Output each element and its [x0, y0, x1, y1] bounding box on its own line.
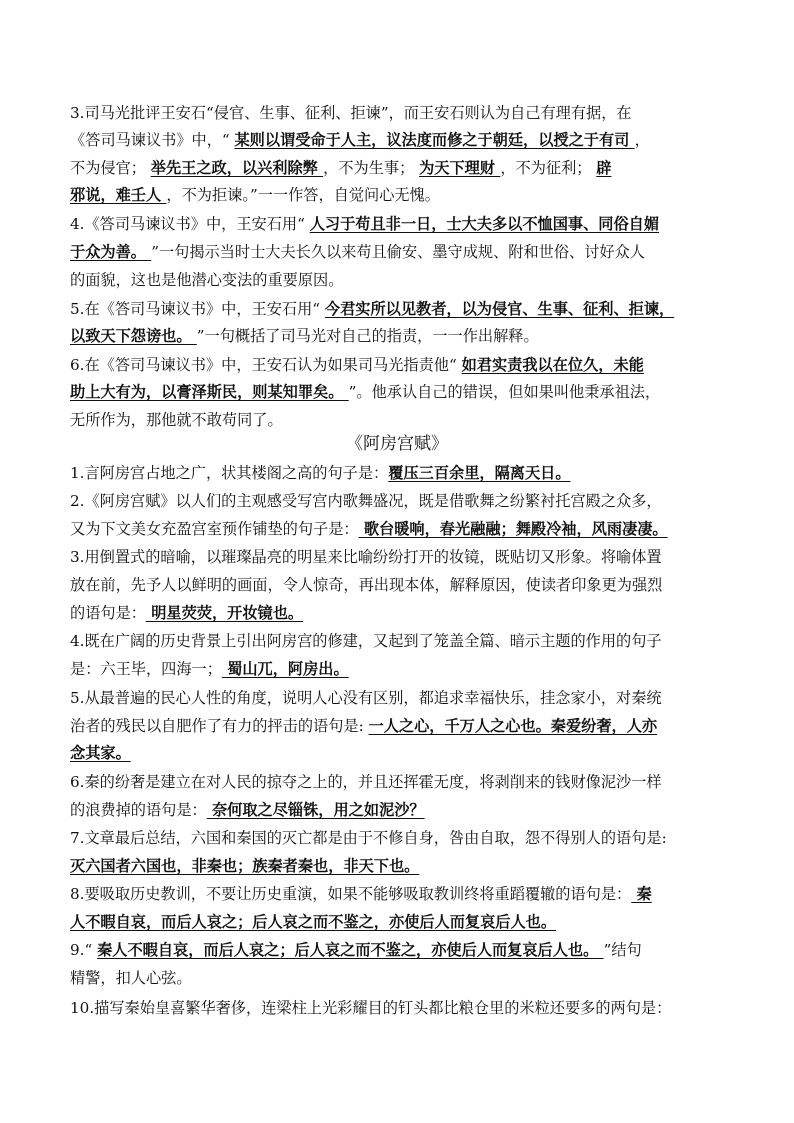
question-text: 的浪费掉的语句是： [70, 801, 207, 819]
text-line [70, 800, 760, 820]
text-line [70, 382, 760, 402]
text-line [70, 659, 760, 679]
answer-text: 辟 [596, 159, 612, 177]
text-line [70, 299, 760, 319]
question-text: 8.要吸取历史教训，不要让历史重演，如果不能够吸取教训终将重蹈覆辙的语句是： [70, 885, 632, 903]
question-text: ，不为生事； [323, 159, 420, 177]
question-text: 治者的残民以自肥作了有力的抨击的语句是: [70, 717, 369, 735]
question-text: 放在前，先予人以鲜明的画面，令人惊奇，再出现本体，解释原因，使读者印象更为强烈 [70, 576, 663, 594]
text-line [70, 772, 760, 792]
question-text: ，不为拒谏。”一一作答，自觉问心无愧。 [166, 186, 440, 204]
text-line [70, 968, 760, 988]
text-line [70, 214, 760, 234]
answer-text: 人不暇自哀，而后人哀之；后人哀之而不鉴之，亦使后人而复哀后人也。 [70, 913, 556, 931]
text-line [70, 355, 760, 375]
answer-text: 灭六国者六国也，非秦也；族秦者秦也，非天下也。 [70, 857, 420, 875]
answer-text: 蜀山兀，阿房出。 [221, 660, 349, 678]
question-text: ”。他承认自己的错误，但如果叫他秉承祖法， [348, 383, 661, 401]
answer-text: 明星荧荧，开妆镜也。 [145, 604, 304, 622]
question-text: ， [634, 131, 650, 149]
text-line [70, 575, 760, 595]
question-text: 7.文章最后总结，六国和秦国的灭亡都是由于不修自身，咎由自取，怨不得别人的语句是: [70, 829, 667, 847]
text-line [70, 743, 760, 763]
question-text: 《答司马谏议书》中，“ [70, 131, 235, 149]
question-text: 1.言阿房宫占地之广，状其楼阁之高的句子是： [70, 464, 389, 482]
text-line [70, 410, 760, 430]
question-text: 的语句是： [70, 604, 146, 622]
text-line [70, 130, 760, 150]
text-line [70, 998, 760, 1018]
text-line [70, 491, 760, 511]
answer-text: 为天下理财 [419, 159, 501, 177]
answer-text: 秦 [631, 885, 652, 903]
answer-text: 念其家。 [70, 744, 131, 762]
text-line [70, 242, 760, 262]
question-text: 6.秦的纷奢是建立在对人民的掠夺之上的，并且还挥霍无度，将剥削来的钱财像泥沙一样 [70, 773, 662, 791]
answer-text: 于众为善。 [70, 243, 152, 261]
text-line [70, 884, 760, 904]
question-text: 5.在《答司马谏议书》中，王安石用“ [70, 300, 325, 318]
text-line [70, 103, 760, 123]
answer-text: 今君实所以见教者，以为侵官、生事、征利、拒谏， [324, 300, 675, 318]
answer-text: 秦人不暇自哀，而后人哀之；后人哀之而不鉴之，亦使后人而复哀后人也。 [97, 941, 604, 959]
answer-text: 举先王之政，以兴利除弊 [150, 159, 324, 177]
answer-text: 奈何取之尽锱铢，用之如泥沙？ [206, 801, 425, 819]
text-line [70, 326, 760, 346]
question-text: 不为侵官； [70, 159, 151, 177]
text-line [70, 603, 760, 623]
text-line [70, 940, 760, 960]
text-line [70, 185, 760, 205]
question-text: 的面貌，这也是他潜心变法的重要原因。 [70, 271, 344, 289]
text-line [70, 631, 760, 651]
question-text: ”结句 [603, 941, 642, 959]
question-text: 3.司马光批评王安石“侵官、生事、征利、拒谏”，而王安石则认为自己有理有据，在 [70, 104, 632, 122]
text-line [70, 519, 760, 539]
answer-text: 覆压三百余里，隔离天日。 [388, 464, 571, 482]
text-line [70, 688, 760, 708]
text-line [70, 828, 760, 848]
text-line [70, 912, 760, 932]
question-text: ”一句揭示当时士大夫长久以来苟且偷安、墨守成规、附和世俗、讨好众人 [151, 243, 645, 261]
text-line [70, 158, 760, 178]
answer-text: 某则以谓受命于人主，议法度而修之于朝廷，以授之于有司 [234, 131, 635, 149]
question-text: 精警，扣人心弦。 [70, 969, 192, 987]
question-text: ，不为征利； [500, 159, 597, 177]
text-line [70, 716, 760, 736]
answer-text: 助上大有为，以膏泽斯民，则某知罪矣。 [70, 383, 349, 401]
question-text: 又为下文美女充盈宫室预作铺垫的句子是： [70, 520, 359, 538]
text-line [70, 270, 760, 290]
question-text: 4.既在广阔的历史背景上引出阿房宫的修建，又起到了笼盖全篇、暗示主题的作用的句子 [70, 632, 662, 650]
answer-text: 如君实责我以在位久，未能 [461, 356, 644, 374]
text-line [70, 547, 760, 567]
question-text: 4.《答司马谏议书》中，王安石用“ [70, 215, 310, 233]
answer-text: 以致天下怨谤也。 [70, 327, 197, 345]
question-text: 是：六王毕，四海一； [70, 660, 222, 678]
question-text: 3.用倒置式的暗喻，以璀璨晶亮的明星来比喻纷纷打开的妆镜，既贴切又形象。将喻体置 [70, 548, 662, 566]
answer-text: 人习于苟且非一日，士大夫多以不恤国事、同俗自媚 [309, 215, 660, 233]
text-line [70, 856, 760, 876]
question-text: ”一句概括了司马光对自己的指责，一一作出解释。 [196, 327, 539, 345]
question-text: 5.从最普遍的民心人性的角度，说明人心没有区别，都追求幸福快乐，挂念家小，对秦统 [70, 689, 662, 707]
answer-text: 歌台暖响，春光融融；舞殿冷袖，风雨凄凄。 [358, 520, 668, 538]
answer-text: 一人之心，千万人之心也。秦爱纷奢，人亦 [368, 717, 658, 735]
text-line [70, 463, 760, 483]
section-title: 《阿房宫赋》 [346, 434, 448, 454]
question-text: 9.“ [70, 941, 98, 959]
question-text: 6.在《答司马谏议书》中，王安石认为如果司马光指责他“ [70, 356, 462, 374]
question-text: 无所作为，那他就不敢苟同了。 [70, 411, 283, 429]
answer-text: 邪说，难壬人 [70, 186, 167, 204]
question-text: 10.描写秦始皇喜繁华奢侈，连梁柱上光彩耀目的钉头都比粮仓里的米粒还要多的两句是： [70, 999, 672, 1017]
question-text: 2.《阿房宫赋》以人们的主观感受写宫内歌舞盛况，既是借歌舞之纷繁衬托宫殿之众多， [70, 492, 662, 510]
